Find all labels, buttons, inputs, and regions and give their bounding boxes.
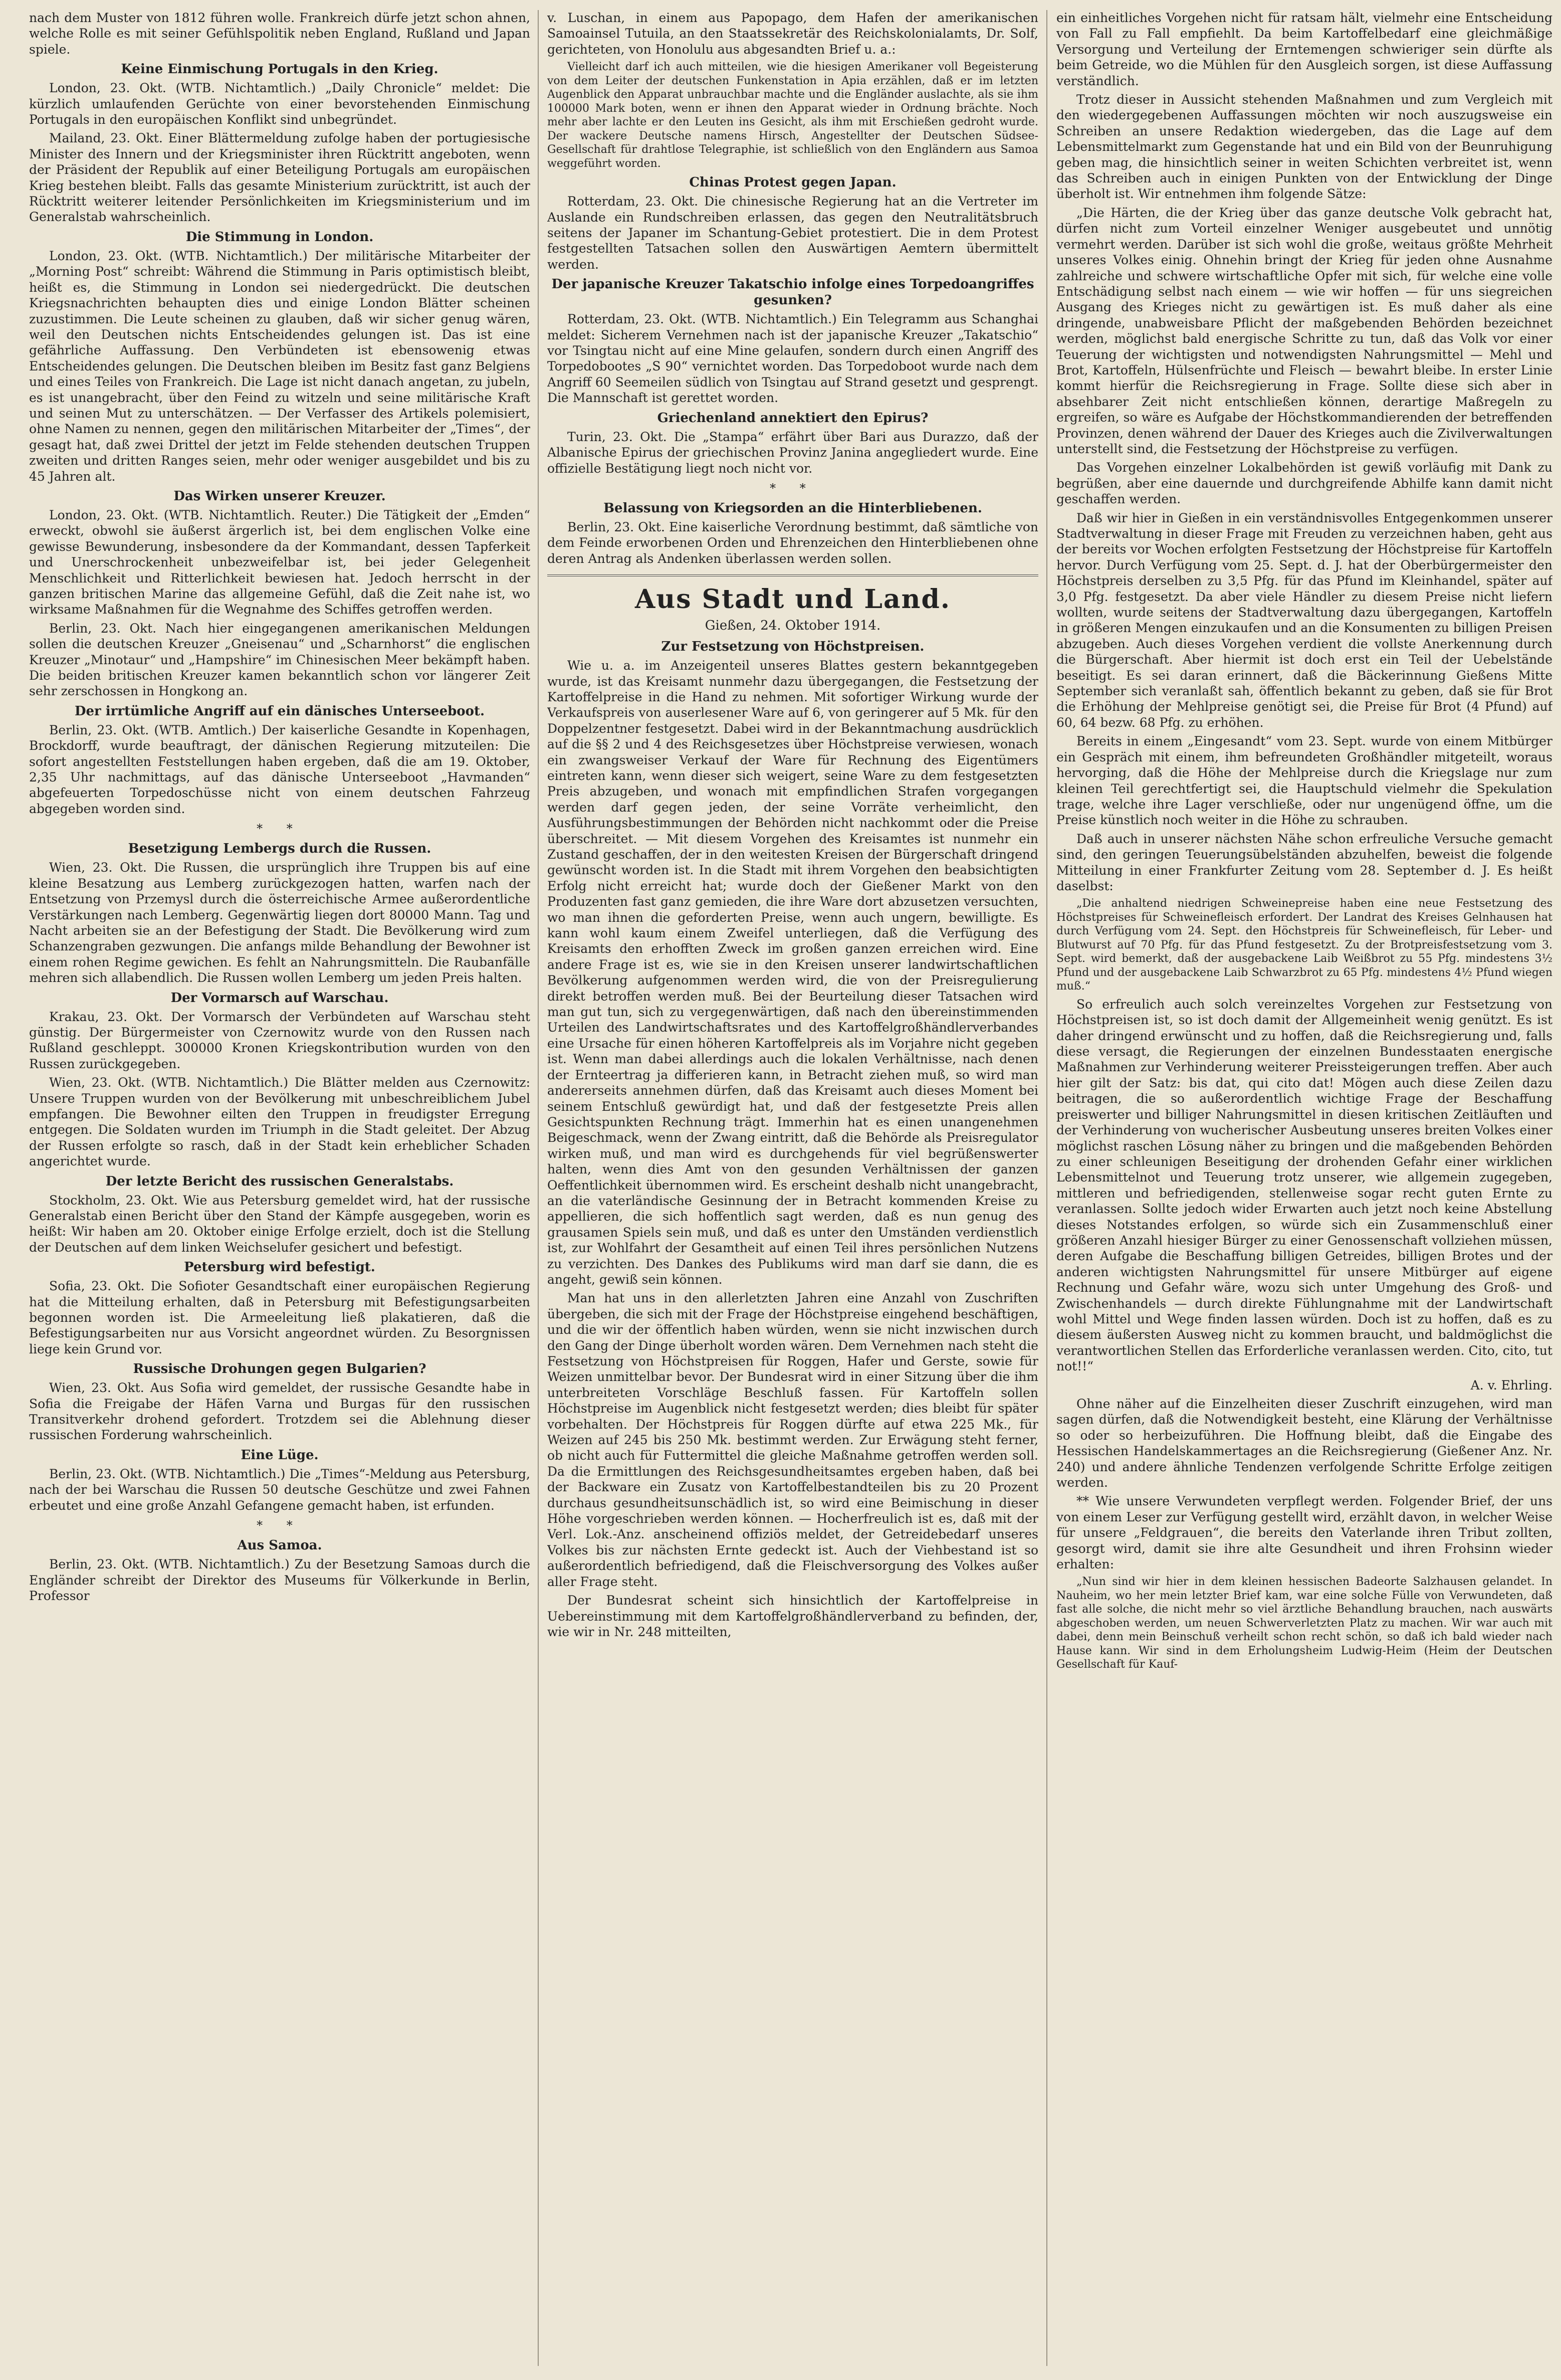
quoted-letter: Vielleicht darf ich auch mitteilen, wie die hiesigen Amerikaner voll Begeisterung von dem Leiter der deutschen Funkenstation in Apia erzählen, daß er im letzten Augenblick den Apparat unbrauchbar machte und die Engländer auslachte, als sie ihm 100000 Mark boten, wenn er ihnen den Apparat wieder in Ordnung brächte. Noch mehr aber lachte er den Leuten ins Gesicht, als ihm mit Erschießen gedroht wurde. Der wackere Deutsche namens Hirsch, Angestellter der Deutschen Südsee-Gesellschaft für drahtlose Telegraphie, ist schließlich von den Engländern aus Samoa weggeführt worden. (547, 61, 1038, 170)
headline: Keine Einmischung Portugals in den Krieg. (121, 62, 438, 77)
section-separator: * * (257, 1518, 303, 1533)
article-text: Man hat uns in den allerletzten Jahren eine Anzahl von Zuschriften übergeben, die sich mit der Frage der Höchstpreise eingehend beschäftigen, und die wir der öffentlich haben würden, wenn sie nicht inzwischen durch den Gang der Dinge überholt worden wären. Dem Vernehmen nach steht die Festsetzung von Höchstpreisen für Roggen, Hafer und Gerste, sowie für Weizen unmittelbar bevor. Der Bundesrat wird in einer Sitzung über die ihm unterbreiteten Vorschläge Beschluß fassen. Für Kartoffeln sollen Höchstpreise im Augenblick nicht festgesetzt werden; dies bleibt für später vorbehalten. Der Höchstpreis für Roggen dürfte auf etwa 225 Mk., für Weizen auf 245 bis 250 Mk. bestimmt werden. Zur Erwägung steht ferner, ob nicht auch für Futtermittel die gleiche Maßnahme getroffen werden soll. Da die Ermittlungen des Reichsgesundheitsamtes ergeben haben, daß bei der Backware ein Zusatz von Kartoffelbestandteilen bis zu 20 Prozent durchaus gesundheitsunschädlich ist, so wird eine Beimischung in dieser Höhe vorgeschrieben werden können. — Hocherfreulich ist es, daß mit der Verl. Lok.-Anz. anscheinend offiziös meldet, der Getreidebedarf unseres Volkes bis zur nächsten Ernte gedeckt ist. Auch der Viehbestand ist so außerordentlich befriedigend, daß die Fleischversorgung des Volkes außer aller Frage steht. (547, 1291, 1038, 1589)
headline: Das Wirken unserer Kreuzer. (173, 488, 386, 504)
article-text: v. Luschan, in einem aus Papopago, dem Hafen der amerikanischen Samoainsel Tutuila, an den Staatssekretär des Reichskolonialamts, Dr. Solf, gerichteten, von Honolulu aus abgesandten Brief u. a.: (547, 11, 1038, 57)
article-text: Wien, 23. Okt. Die Russen, die ursprünglich ihre Truppen bis auf eine kleine Besatzung aus Lemberg zurückgezogen hatten, warfen nach der Entsetzung von Przemysl durch die österreichische Armee außerordentliche Verstärkungen nach Lemberg. Gegenwärtig liegen dort 80000 Mann. Tag und Nacht arbeiten sie an der Befestigung der Stadt. Die Bevölkerung wird zum Schanzengraben gezwungen. Die anfangs milde Behandlung der Bewohner ist einem rohen Regime gewichen. Es fehlt an Nahrungsmitteln. Die Raubanfälle mehren sich allabendlich. Die Russen wollen Lemberg um jeden Preis halten. (29, 860, 530, 985)
article-text: Wien, 23. Okt. (WTB. Nichtamtlich.) Die Blätter melden aus Czernowitz: Unsere Truppen wurden von der Bevölkerung mit unbeschreiblichem Jubel empfangen. Die Bewohner eilten den Truppen in freudigster Erregung entgegen. Die Soldaten wurden im Triumph in die Stadt geleitet. Der Abzug der Russen erfolgte so rasch, daß in der Stadt kein erheblicher Schaden angerichtet wurde. (29, 1075, 530, 1169)
article-text: Stockholm, 23. Okt. Wie aus Petersburg gemeldet wird, hat der russische Generalstab einen Bericht über den Stand der Kämpfe ausgegeben, worin es heißt: Wir haben am 20. Oktober einige Erfolge erzielt, doch ist die Stellung der Deutschen auf dem linken Weichselufer gesichert und befestigt. (29, 1193, 530, 1255)
column-rule (538, 10, 539, 2366)
article-text: Trotz dieser in Aussicht stehenden Maßnahmen und zum Vergleich mit den wiedergegebenen Auffassungen möchten wir noch auszugsweise ein Schreiben an unsere Redaktion wiedergeben, das die Lage auf dem Lebensmittelmarkt zum Gegenstande hat und ein Bild von der Beunruhigung geben mag, die hinsichtlich seiner in weiten Schichten verbreitet ist, wenn das Schreiben auch in einigen Punkten von der Entwicklung der Dinge überholt ist. Wir entnehmen ihm folgende Sätze: (1056, 92, 1552, 202)
article-text: Berlin, 23. Okt. (WTB. Nichtamtlich.) Zu der Besetzung Samoas durch die Engländer schreibt der Direktor des Museums für Völkerkunde in Berlin, Professor (29, 1557, 530, 1603)
article-text: So erfreulich auch solch vereinzeltes Vorgehen zur Festsetzung von Höchstpreisen ist, so ist doch damit der Allgemeinheit wenig genützt. Es ist daher dringend erwünscht und zu hoffen, daß die Reichsregierung und, falls diese versagt, die Regierungen der einzelnen Bundesstaaten energische Maßnahmen zur Verhinderung weiterer Preissteigerungen treffen. Aber auch hier gilt der Satz: bis dat, qui cito dat! Mögen auch diese Zeilen dazu beitragen, die so außerordentlich wichtige Frage der Beschaffung preiswerter und billiger Nahrungsmittel in diesen kritischen Zeitläuften und der Verhinderung von wucherischer Ausbeutung unseres breiten Volkes einer möglichst raschen Lösung näher zu bringen und die maßgebenden Behörden zu einer schleunigen Beseitigung der drohenden Gefahr einer wirklichen Lebensmittelnot und Teuerung trotz unserer, wie allgemein zugegeben, mittleren und befriedigenden, stellenweise sogar recht guten Ernte zu veranlassen. Sollte jedoch wider Erwarten auch jetzt noch keine Abstellung dieses Notstandes erfolgen, so würde sich ein Zusammenschluß einer größeren Anzahl hiesiger Bürger zu einer Genossenschaft vollziehen müssen, deren Aufgabe die Beschaffung billigen Getreides, billigen Brotes und der anderen wichtigsten Nahrungsmittel für unsere Mitbürger auf eigene Rechnung und Gefahr wäre, wozu sich unter Umgehung des Groß- und Zwischenhandels — durch direkte Fühlungnahme mit der Landwirtschaft wohl Mittel und Wege finden lassen würden. Doch ist zu hoffen, daß es zu diesem äußersten Ausweg nicht zu kommen braucht, und baldmöglichst die verantwortlichen Stellen das Erforderliche veranlassen werden. Cito, cito, tut not!!“ (1056, 997, 1552, 1374)
column-3 (1056, 10, 1552, 2371)
quoted-letter: „Nun sind wir hier in dem kleinen hessischen Badeorte Salzhausen gelandet. In Nauheim, wo her mein letzter Brief kam, war eine solche Fülle von Verwundeten, daß fast alle solche, die nicht mehr so viel ärztliche Behandlung brauchen, nach auswärts abgeschoben werden, um neuen Schwerverletzten Platz zu machen. Wir war auch mit dabei, denn mein Beinschuß verheilt schon recht schön, so daß ich bald wieder nach Hause kann. Wir sind in dem Erholungsheim Ludwig-Heim (Heim der Deutschen Gesellschaft für Kauf- (1056, 1575, 1552, 1671)
article-text: Rotterdam, 23. Okt. Die chinesische Regierung hat an die Vertreter im Auslande ein Rundschreiben erlassen, das gegen den Neutralitätsbruch seitens der Japaner im Schantung-Gebiet protestiert. Die in dem Protest festgestellten Tatsachen sollen den Auswärtigen Aemtern übermittelt werden. (547, 194, 1038, 272)
article-text: Berlin, 23. Okt. Nach hier eingegangenen amerikanischen Meldungen sollen die deutschen Kreuzer „Gneisenau“ und „Scharnhorst“ die englischen Kreuzer „Minotaur“ und „Hampshire“ im Chinesischen Meer bekämpft haben. Die beiden britischen Kreuzer kamen bekanntlich schon vor längerer Zeit sehr zerschossen in Hongkong an. (29, 621, 530, 699)
article-text: Rotterdam, 23. Okt. (WTB. Nichtamtlich.) Ein Telegramm aus Schanghai meldet: Sicherem Vernehmen nach ist der japanische Kreuzer „Takatschio“ vor Tsingtau nicht auf eine Mine gelaufen, sondern durch einen Angriff des Torpedobootes „S 90“ vernichtet worden. Das Torpedoboot wurde nach dem Angriff 60 Seemeilen südlich von Tsingtau auf Strand gesetzt und gesprengt. Die Mannschaft ist gerettet worden. (547, 312, 1038, 406)
article-text: ** Wie unsere Verwundeten verpflegt werden. Folgender Brief, der uns von einem Leser zur Verfügung gestellt wird, erzählt davon, in welcher Weise für unsere „Feldgrauen“, die bereits den Vaterlande ihren Tribut zollten, gesorgt wird, damit sie ihre alte Gesundheit und ihren Frohsinn wieder erhalten: (1056, 1494, 1552, 1572)
dateline: Gießen, 24. Oktober 1914. (705, 618, 881, 634)
headline: Der Vormarsch auf Warschau. (170, 990, 389, 1006)
headline: Chinas Protest gegen Japan. (689, 175, 897, 190)
section-separator: * * (257, 822, 303, 836)
article-text: London, 23. Okt. (WTB. Nichtamtlich.) „Daily Chronicle“ meldet: Die kürzlich umlaufenden Gerüchte von einer bevorstehenden Einmischung Portugals in den europäischen Konflikt sind unbegründet. (29, 81, 530, 127)
column-1 (29, 10, 530, 2371)
article-text: Wie u. a. im Anzeigenteil unseres Blattes gestern bekanntgegeben wurde, ist das Kreisamt nunmehr dazu übergegangen, die Festsetzung der Kartoffelpreise in die Hand zu nehmen. Mit sofortiger Wirkung wurde der Verkaufspreis von auserlesener Ware auf 6, von geringerer auf 5 Mk. für den Doppelzentner festgesetzt. Dabei wird in der Bekanntmachung ausdrücklich auf die §§ 2 und 4 des Reichsgesetzes über Höchstpreise verwiesen, wonach ein zwangsweiser Verkauf der Ware für Rechnung des Eigentümers eintreten kann, wenn dieser sich weigert, seine Ware zu dem festgesetzten Preis abzugeben, und wonach mit empfindlichen Strafen vorgegangen werden darf gegen jeden, der seine Vorräte verheimlicht, den Ausführungsbestimmungen der Behörden nicht nachkommt oder die Preise überschreitet. — Mit diesem Vorgehen des Kreisamtes ist nunmehr ein Zustand geschaffen, der in den weitesten Kreisen der Bürgerschaft dringend gewünscht worden ist. In die Stadt mit ihrem Vorgehen den beabsichtigten Erfolg nicht erreicht hat; wurde doch der Gießener Markt von den Produzenten fast ganz gemieden, die ihre Ware dort abzusetzen versuchten, wo man ihnen die geforderten Preise, wenn auch ungern, bewilligte. Es kann wohl kaum einem Zweifel unterliegen, daß die Verfügung des Kreisamts den erhofften Zweck im großen ganzen erreichen wird. Eine andere Frage ist es, wie sie in den Kreisen unserer landwirtschaftlichen Bevölkerung aufgenommen werden wird, die von der Preisregulierung direkt betroffen werden muß. Bei der Beurteilung dieser Tatsachen wird man gut tun, sich zu vergegenwärtigen, daß nach den übereinstimmenden Urteilen des Landwirtschaftsrates und des Kartoffelgroßhändlerverbandes eine Ursache für einen höheren Kartoffelpreis als im Vorjahre nicht gegeben ist. Wenn man dabei allerdings auch die lokalen Verhältnisse, nach denen der Ernteertrag ja differieren kann, in Betracht ziehen muß, so wird man andererseits annehmen dürfen, daß das Kreisamt auch dieses Moment bei seinem Entschluß gewürdigt hat, und daß der festgesetzte Preis allen Gesichtspunkten Rechnung trägt. Immerhin hat es einen unangenehmen Beigeschmack, wenn der Zwang eintritt, daß die Behörde als Preisregulator wirken muß, und man wird es durchgehends für viel begrüßenswerter halten, wenn dies Amt von den gesunden Verhältnissen der ganzen Oeffentlichkeit übernommen wird. Es erscheint deshalb nicht unangebracht, an die vaterländische Gesinnung der in Betracht kommenden Kreise zu appellieren, die sich hoffentlich sagt werden, daß es nun genug des grausamen Spiels sein muß, und daß es unter den Umständen verdienstlich ist, zur Wohlfahrt der Gesamtheit auf einen Teil ihres persönlichen Nutzens zu verzichten. Des Dankes des Publikums wird man darf sie dann, die es angeht, gewiß sein können. (547, 658, 1038, 1287)
headline: Der letzte Bericht des russischen Generalstabs. (105, 1173, 454, 1189)
article-text: „Die Härten, die der Krieg über das ganze deutsche Volk gebracht hat, dürfen nicht zum Vorteil einzelner Weniger ausgebeutet und unnötig vermehrt werden. Darüber ist sich wohl die große, weitaus größte Mehrheit unseres Volkes einig. Ohnehin bringt der Krieg für jeden ohne Ausnahme zahlreiche und schwere wirtschaftliche Opfer mit sich, für welche eine volle Entschädigung selbst nach einem — wie wir hoffen — für uns siegreichen Ausgang des Krieges nicht zu gewärtigen ist. Es muß daher als eine dringende, unabweisbare Pflicht der maßgebenden Behörden bezeichnet werden, möglichst bald energische Schritte zu tun, daß das Volk vor einer Teuerung der wichtigsten und notwendigsten Nahrungsmittel — Mehl und Brot, Kartoffeln, Hülsenfrüchte und Fleisch — bewahrt bleibe. In erster Linie kommt hierfür die Reichsregierung in Frage. Sollte diese sich aber in absehbarer Zeit nicht entschließen können, derartige Maßregeln zu ergreifen, so wäre es Aufgabe der Höchstkommandierenden der betreffenden Provinzen, denen während der Dauer des Krieges auch die Zivilverwaltungen unterstellt sind, die Festsetzung der Höchstpreise zu verfügen. (1056, 205, 1552, 456)
headline: Griechenland annektiert den Epirus? (657, 410, 929, 426)
article-text: Ohne näher auf die Einzelheiten dieser Zuschrift einzugehen, wird man sagen dürfen, daß die Notwendigkeit besteht, eine Klärung der Verhältnisse so oder so herbeizuführen. Die Hoffnung bleibt, daß die Eingabe des Hessischen Handelskammertages an die Reichsregierung (Gießener Anz. Nr. 240) und andere ähnliche Tendenzen verfolgende Schritte Erfolge zeitigen werden. (1056, 1397, 1552, 1490)
article-text: Berlin, 23. Okt. (WTB. Amtlich.) Der kaiserliche Gesandte in Kopenhagen, Brockdorff, wurde beauftragt, der dänischen Regierung mitzuteilen: Die sofort angestellten Feststellungen haben ergeben, daß die am 19. Oktober, 2,35 Uhr nachmittags, auf das dänische Unterseeboot „Havmanden“ abgefeuerten Torpedoschüsse nicht von einem deutschen Fahrzeug abgegeben worden sind. (29, 722, 530, 816)
headline: Aus Samoa. (237, 1538, 322, 1553)
article-text: nach dem Muster von 1812 führen wolle. Frankreich dürfe jetzt schon ahnen, welche Rolle es mit seiner Gefühlspolitik neben England, Rußland und Japan spiele. (29, 11, 530, 57)
headline: Petersburg wird befestigt. (184, 1260, 375, 1275)
headline: Besetzigung Lembergs durch die Russen. (128, 841, 431, 857)
section-title: Aus Stadt und Land. (635, 584, 951, 615)
article-text: Mailand, 23. Okt. Einer Blättermeldung zufolge haben der portugiesische Minister des Innern und der Kriegsminister ihren Rücktritt angeboten, wenn der Präsident der Republik auf einer Beteiligung Portugals am europäischen Krieg bestehen bleibt. Falls das gesamte Ministerium zurücktritt, ist auch der Rücktritt weiterer leitender Persönlichkeiten im Kriegsministerium und im Generalstab wahrscheinlich. (29, 131, 530, 225)
article-text: Wien, 23. Okt. Aus Sofia wird gemeldet, der russische Gesandte habe in Sofia die Freigabe der Häfen Varna und Burgas für den russischen Transitverkehr drohend gefordert. Trotzdem sei die Ablehnung dieser russischen Forderung wahrscheinlich. (29, 1380, 530, 1443)
headline: Russische Drohungen gegen Bulgarien? (133, 1361, 426, 1377)
article-text: London, 23. Okt. (WTB. Nichtamtlich. Reuter.) Die Tätigkeit der „Emden“ erweckt, obwohl sie äußerst ärgerlich ist, bei dem englischen Volke eine gewisse Bewunderung, insbesondere da der Kommandant, dessen Tapferkeit und Unerschrockenheit unbezweifelbar ist, bei jeder Gelegenheit Menschlichkeit und Ritterlichkeit bewiesen hat. Jedoch herrscht in der ganzen britischen Marine das allgemeine Gefühl, daß die Zeit nahe ist, wo wirksame Maßnahmen für die Wegnahme des Schiffes getroffen werden. (29, 507, 530, 617)
section-separator: * * (770, 481, 816, 495)
article-text: Berlin, 23. Okt. Eine kaiserliche Verordnung bestimmt, daß sämtliche von dem Feinde erworbenen Orden und Ehrenzeichen den Hinterbliebenen ohne deren Antrag als Andenken überlassen werden sollen. (547, 519, 1038, 566)
article-text: Berlin, 23. Okt. (WTB. Nichtamtlich.) Die „Times“-Meldung aus Petersburg, nach der bei Warschau die Russen 50 deutsche Geschütze und zwei Fahnen erbeutet und eine große Anzahl Gefangene gemacht haben, ist erfunden. (29, 1466, 530, 1513)
article-text: Daß auch in unserer nächsten Nähe schon erfreuliche Versuche gemacht sind, den geringen Teuerungsübelständen abzuhelfen, beweist die folgende Mitteilung in einer Frankfurter Zeitung vom 28. September d. J. Es heißt daselbst: (1056, 831, 1552, 893)
article-text: Krakau, 23. Okt. Der Vormarsch der Verbündeten auf Warschau steht günstig. Der Bürgermeister von Czernowitz wurde von den Russen nach Rußland geschleppt. 300000 Kronen Kriegskontribution wurden von den Russen zurückgegeben. (29, 1009, 530, 1071)
headline: Zur Festsetzung von Höchstpreisen. (661, 639, 925, 655)
column-rule (1046, 10, 1047, 2366)
quoted-text: „Die anhaltend niedrigen Schweinepreise haben eine neue Festsetzung des Höchstpreises für Schweinefleisch erfordert. Der Landrat des Kreises Gelnhausen hat durch Verfügung vom 24. Sept. den Höchstpreis für Schweinefleisch, für Leber- und Blutwurst auf 70 Pfg. für das Pfund festgesetzt. Zu der Brotpreisfestsetzung vom 3. Sept. wird bemerkt, daß der ausgebackene Laib Weißbrot zu 55 Pfg. mindestens 3½ Pfund und der ausgebackene Laib Schwarzbrot zu 65 Pfg. mindestens 4½ Pfund wiegen muß.“ (1056, 897, 1552, 993)
article-text: ein einheitliches Vorgehen nicht für ratsam hält, vielmehr eine Entscheidung von Fall zu Fall empfiehlt. Da beim Kartoffelbedarf eine gleichmäßige Versorgung und Verteilung der Erntemengen schwieriger sein dürfte als beim Getreide, wo die Mühlen für den Ausgleich sorgen, ist diese Auffassung verständlich. (1056, 11, 1552, 88)
section-divider (547, 574, 1038, 576)
headline: Belassung von Kriegsorden an die Hinterbliebenen. (603, 500, 982, 516)
headline: Eine Lüge. (241, 1447, 319, 1463)
article-text: Das Vorgehen einzelner Lokalbehörden ist gewiß vorläufig mit Dank zu begrüßen, aber eine dauernde und durchgreifende Abhilfe kann damit nicht geschaffen werden. (1056, 460, 1552, 507)
article-text: Bereits in einem „Eingesandt“ vom 23. Sept. wurde von einem Mitbürger ein Gespräch mit einem, ihm befreundeten Großhändler mitgeteilt, woraus hervorging, daß die Höhe der Mehlpreise durch die Kriegslage nur zum kleinen Teil gerechtfertigt sei, die Hauptschuld vielmehr die Spekulation trage, welche ihre Lager verschließe, oder nur ungenügend öffne, um die Preise künstlich noch weiter in die Höhe zu schrauben. (1056, 734, 1552, 828)
article-text: Sofia, 23. Okt. Die Sofioter Gesandtschaft einer europäischen Regierung hat die Mitteilung erhalten, daß in Petersburg mit Befestigungsarbeiten begonnen worden ist. Die Armeeleitung ließ plakatieren, daß die Befestigungsarbeiten nur aus Vorsicht angeordnet würden. Zu Besorgnissen liege kein Grund vor. (29, 1279, 530, 1356)
signature: A. v. Ehrling. (1470, 1377, 1552, 1393)
article-text: Der Bundesrat scheint sich hinsichtlich der Kartoffelpreise in Uebereinstimmung mit dem Kartoffelgroßhändlerverband zu befinden, der, wie wir in Nr. 248 mitteilten, (547, 1593, 1038, 1639)
article-text: Turin, 23. Okt. Die „Stampa“ erfährt über Bari aus Durazzo, daß der Albanische Epirus der griechischen Provinz Janina angegliedert wurde. Eine offizielle Bestätigung liegt noch nicht vor. (547, 429, 1038, 476)
headline: Der japanische Kreuzer Takatschio infolge eines Torpedoangriffes gesunken? (551, 277, 1034, 308)
headline: Der irrtümliche Angriff auf ein dänisches Unterseeboot. (74, 703, 485, 719)
article-text: London, 23. Okt. (WTB. Nichtamtlich.) Der militärische Mitarbeiter der „Morning Post“ schreibt: Während die Stimmung in Paris optimistisch bleibt, heißt es, die Stimmung in London sei niedergedrückt. Die deutschen Kriegsnachrichten behaupten dies und einige London Blätter scheinen zuzustimmen. Die Leute scheinen zu glauben, daß wir sicher genug wären, weil den Deutschen nichts Entscheidendes gelungen ist. Das ist eine gefährliche Auffassung. Den Verbündeten ist ebensowenig etwas Entscheidendes gelungen. Die Deutschen bleiben im Besitz fast ganz Belgiens und eines Teiles von Frankreich. Die Lage ist nicht danach angetan, zu jubeln, es ist unangebracht, über den Feind zu witzeln und seine militärische Kraft und seinen Mut zu unterschätzen. — Der Verfasser des Artikels polemisiert, ohne Namen zu nennen, gegen den militärischen Mitarbeiter der „Times“, der gesagt hat, daß zwei Drittel der jetzt im Felde stehenden deutschen Truppen zweiten und dritten Ranges seien, mehr oder weniger ausgebildet und bis zu 45 Jahren alt. (29, 248, 530, 484)
column-2 (547, 10, 1038, 2371)
headline: Die Stimmung in London. (185, 229, 374, 245)
article-text: Daß wir hier in Gießen in ein verständnisvolles Entgegenkommen unserer Stadtverwaltung in dieser Frage mit Freuden zu verzeichnen haben, geht aus der bereits vor Wochen erfolgten Festsetzung der Höchstpreise für Kartoffeln hervor. Durch Verfügung vom 25. Sept. d. J. hat der Oberbürgermeister den Höchstpreis derselben zu 3,5 Pfg. für das Pfund im Kleinhandel, später auf 3,0 Pfg. festgesetzt. Da aber viele Händler zu diesem Preise nicht liefern wollten, wurde seitens der Stadtverwaltung dazu übergegangen, Kartoffeln in größeren Mengen einzukaufen und an die Konsumenten zu billigen Preisen abzugeben. Auch dieses Vorgehen verdient die vollste Anerkennung durch die Bürgerschaft. Aber hiermit ist doch erst ein Teil der Uebelstände beseitigt. Es sei daran erinnert, daß die Bäckerinnung Gießens Mitte September sich veranlaßt sah, öffentlich bekannt zu geben, daß sie für Brot die Erhöhung der Mehlpreise genötigt sei, die Preise für Brot (4 Pfund) auf 60, 64 bezw. 68 Pfg. zu erhöhen. (1056, 510, 1552, 730)
